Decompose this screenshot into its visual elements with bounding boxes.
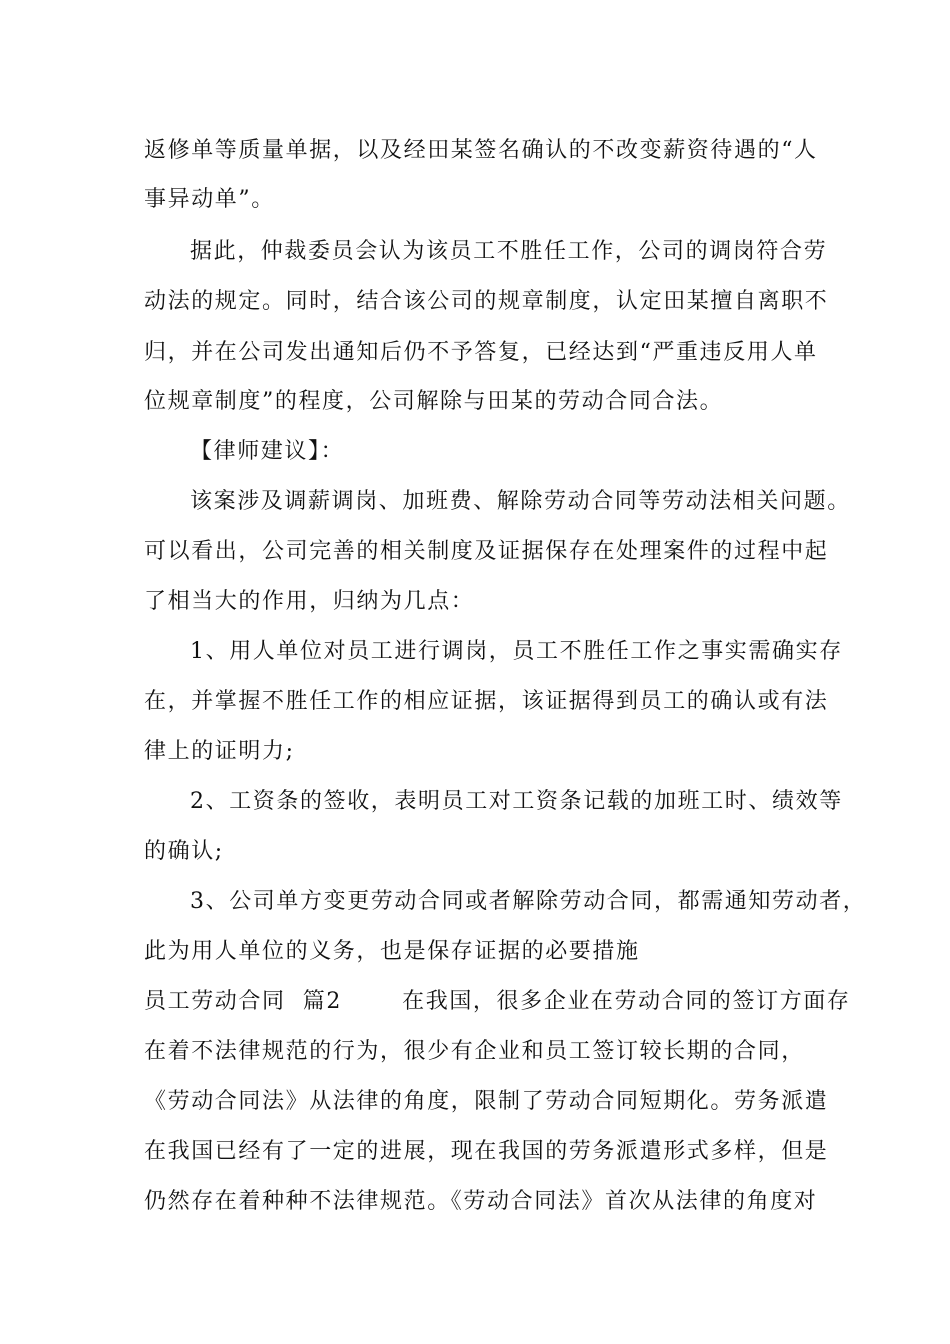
text-line: 事异动单”。 bbox=[144, 187, 275, 212]
list-item: 3、公司单方变更劳动合同或者解除劳动合同，都需通知劳动者， bbox=[190, 889, 867, 914]
text-line: 在我国已经有了一定的进展，现在我国的劳务派遣形式多样，但是 bbox=[144, 1139, 829, 1164]
text-line: 据此，仲裁委员会认为该员工不胜任工作，公司的调岗符合劳 bbox=[190, 239, 828, 264]
section-heading: 【律师建议】： bbox=[190, 439, 345, 464]
text-line: 动法的规定。同时，结合该公司的规章制度，认定田某擅自离职不 bbox=[144, 289, 829, 314]
section-start-line: 员工劳动合同 篇2 在我国，很多企业在劳动合同的签订方面存 bbox=[144, 989, 851, 1014]
text-line: 位规章制度”的程度，公司解除与田某的劳动合同合法。 bbox=[144, 389, 724, 414]
text-line: 此为用人单位的义务，也是保存证据的必要措施 bbox=[144, 939, 640, 964]
text-line: 在着不法律规范的行为，很少有企业和员工签订较长期的合同， bbox=[144, 1039, 805, 1064]
text-line: 的确认; bbox=[144, 839, 224, 864]
text-line: 了相当大的作用，归纳为几点： bbox=[144, 589, 475, 614]
list-item: 1、用人单位对员工进行调岗，员工不胜任工作之事实需确实存 bbox=[190, 639, 843, 664]
text-line: 可以看出，公司完善的相关制度及证据保存在处理案件的过程中起 bbox=[144, 539, 829, 564]
text-line: 在，并掌握不胜任工作的相应证据，该证据得到员工的确认或有法 bbox=[144, 689, 829, 714]
text-line: 该案涉及调薪调岗、加班费、解除劳动合同等劳动法相关问题。 bbox=[190, 489, 851, 514]
text-line: 返修单等质量单据，以及经田某签名确认的不改变薪资待遇的“人 bbox=[144, 138, 818, 163]
text-line: 律上的证明力; bbox=[144, 739, 295, 764]
text-line: 《劳动合同法》从法律的角度，限制了劳动合同短期化。劳务派遣 bbox=[144, 1089, 829, 1114]
list-item: 2、工资条的签收，表明员工对工资条记载的加班工时、绩效等 bbox=[190, 789, 843, 814]
text-line: 仍然存在着种种不法律规范。《劳动合同法》首次从法律的角度对 bbox=[144, 1189, 818, 1214]
text-line: 归，并在公司发出通知后仍不予答复，已经达到“严重违反用人单 bbox=[144, 340, 818, 365]
